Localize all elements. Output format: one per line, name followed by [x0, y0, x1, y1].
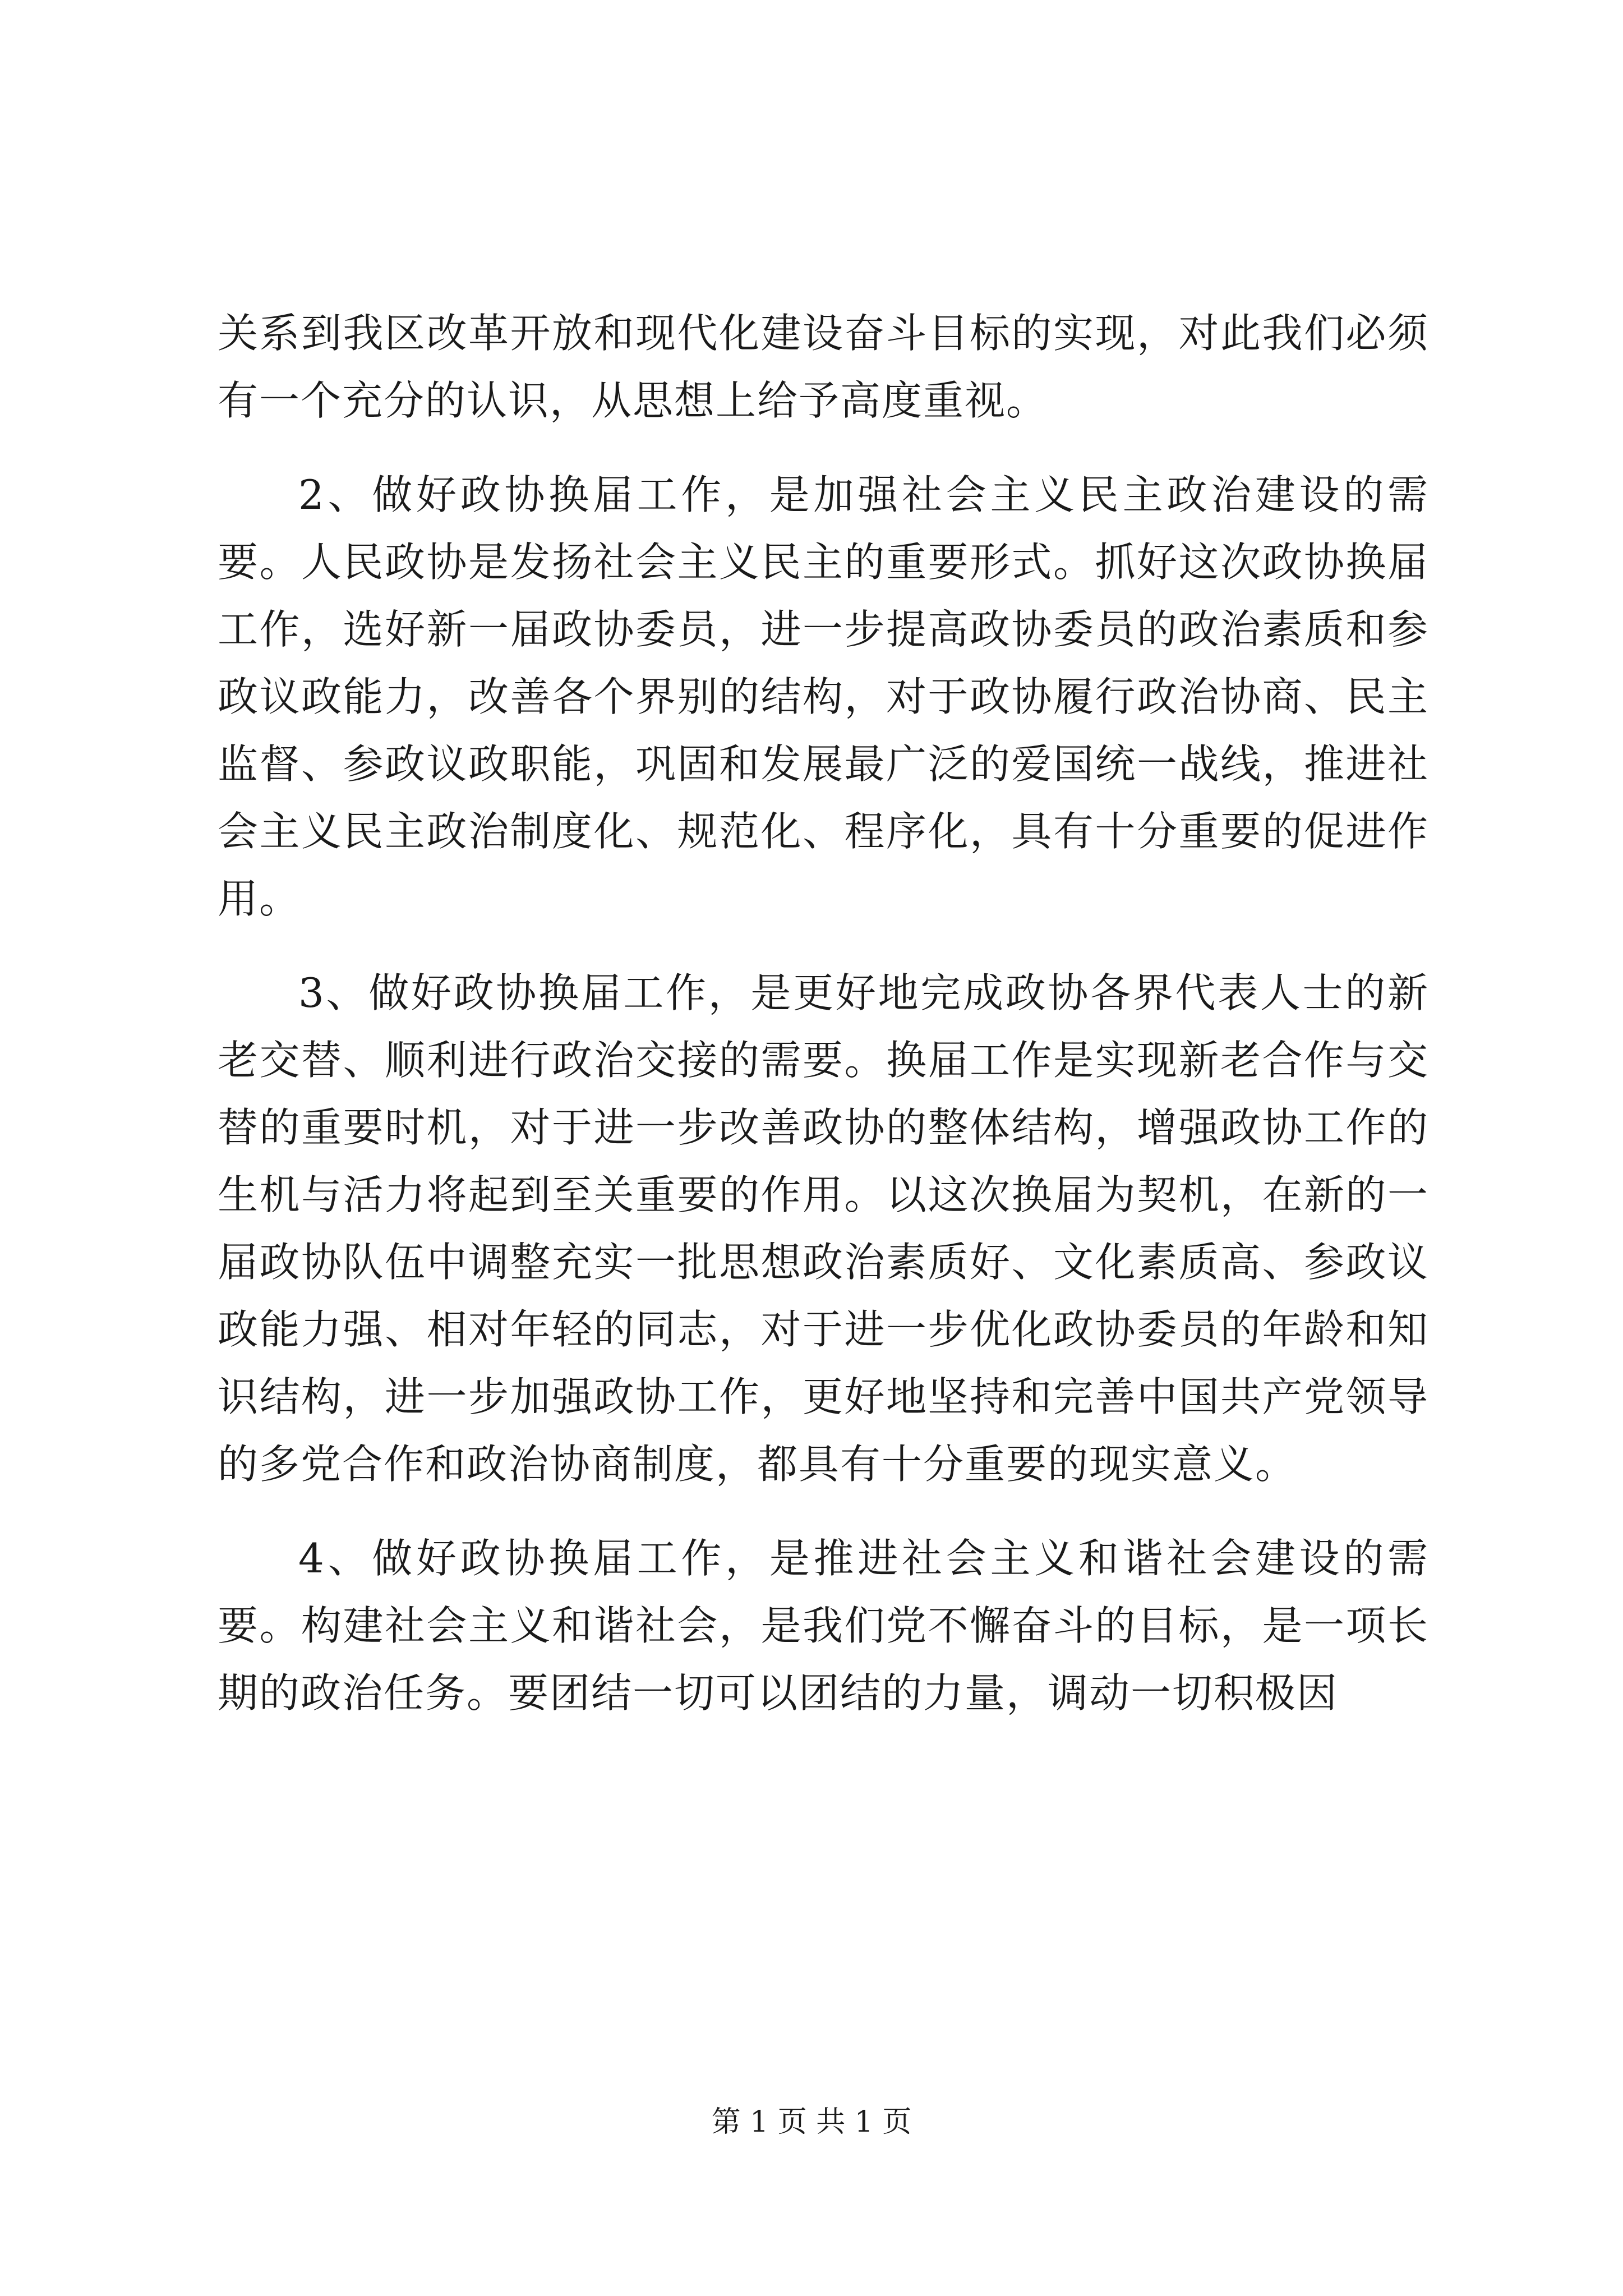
- paragraph-4: 4、做好政协换届工作，是推进社会主义和谐社会建设的需要。构建社会主义和谐社会，是我们党不懈奋斗的目标，是一项长期的政治任务。要团结一切可以团结的力量，调动一切积极因: [218, 1535, 1429, 1717]
- document-body: [218, 300, 1429, 1754]
- page-footer: 第 1 页 共 1 页: [711, 2105, 912, 2139]
- paragraph-continued: 关系到我区改革开放和现代化建设奋斗目标的实现，对此我们必须有一个充分的认识，从思想上给予高度重视。: [218, 310, 1429, 424]
- paragraph-2: 2、做好政协换届工作，是加强社会主义民主政治建设的需要。人民政协是发扬社会主义民主的重要形式。抓好这次政协换届工作，选好新一届政协委员，进一步提高政协委员的政治素质和参政议政能力，改善各个界别的结构，对于政协履行政治协商、民主监督、参政议政职能，巩固和发展最广泛的爱国统一战线，推进社会主义民主政治制度化、规范化、程序化，具有十分重要的促进作用。: [218, 471, 1429, 922]
- paragraph-3: 3、做好政协换届工作，是更好地完成政协各界代表人士的新老交替、顺利进行政治交接的需要。换届工作是实现新老合作与交替的重要时机，对于进一步改善政协的整体结构，增强政协工作的生机与活力将起到至关重要的作用。以这次换届为契机，在新的一届政协队伍中调整充实一批思想政治素质好、文化素质高、参政议政能力强、相对年轻的同志，对于进一步优化政协委员的年龄和知识结构，进一步加强政协工作，更好地坚持和完善中国共产党领导的多党合作和政治协商制度，都具有十分重要的现实意义。: [218, 969, 1429, 1488]
